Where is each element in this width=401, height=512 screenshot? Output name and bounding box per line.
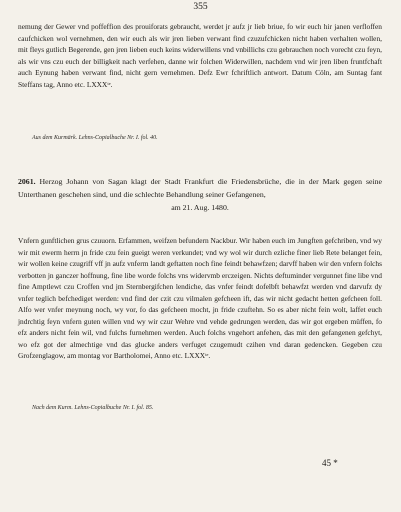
first-text-paragraph: nemung der Gewer vnd poffeffion des prouiforats gebraucht, werdet jr aufz jr lieb briue, fo wir euch hir janen verfloffen caufchicken wol vernehmen, den wir euch als wir jren lieben verwant find czuzufchicken nicht haben verhalten wollen, mit fleys gutlich Begerende, gen jren lieben euch keins widerwillens vnd vnbillichs czu gebrauchen noch vorecht czu feyn, als wir vns czu euch der billigkeit nach verfehen, danne wir folchen Widerwillen, nachdem vnd wir jren liben fruntfchaft auch Eynung haben verwant find, nicht gern vernehmen. Defz Ewr fchriftlich antwort. Datum Cöln, am Suntag fant Steffans tag, Anno etc. LXXXᵗᵉ. bbox=[18, 22, 382, 89]
document-heading bbox=[18, 175, 382, 214]
second-text-paragraph: Vnfern gunftlichen grus czuuorn. Erfammen, weifzen befundern Nackbur. Wir haben euch im Jungften gefchriben, vnd wy wir mit ewerm herrn jn fride czu fein gueigt weren verkundet; vnd wy wol wir durch ezliche finer lieb Rete belanget fein, wir wollen keine czugriff vff jn aufz vnferm landt geftatten noch fine feindt behawfzen; darvff haben wir den vnfern folchs verbotten jn ganczer hoffnung, fine libe worde folchs vns widervmb erczeigen. Nichts deftuminder vergunnet fine libe vnd fine Amptlewt czu Croffen vnd jm Sternbergifchen lendiche, das vnfer feindt dofelbft behawfzt werden vnd darvufz dy vnfer teglich befchediget werden: vnd find der czit czu vilmalen gefcheen ift, das wir nicht gedacht hetten gefcheen foll. Alfo wer vnfer meynung noch, wy vor, fo das gefcheen mocht, jn fride czuftehn. So es aber nicht fein wolt, laffet euch jndrchtig feyn vnfern guten willen vnd wy wir czur Wehre vnd vehde gedrungen werden, das wir got ergeben müffen, fo efz anders nicht fein wil, vnd fulchs furnehmen werden. Auch folchs vngehort anfehen, das mit den gefangenen gefchyt, wo efz got der almechtige vnd das glucke anders verfuget czugemudt czihen vnd daran gedencken. Gegeben czu Grofzenglagow, am montag vor Bartholomei, Anno etc. LXXXᵗᵉ. bbox=[18, 236, 382, 360]
document-title: Herzog Johann von Sagan klagt der Stadt Frankfurt die Friedensbrüche, die in der Mark gegen seine Unterthanen geschehen sind, und die schlechte Behandlung seiner Gefangenen, bbox=[18, 177, 383, 199]
folio-mark: 45 * bbox=[322, 458, 338, 468]
source-citation-1: Aus dem Kurmärk. Lehns-Copialbuche Nr. I. fol. 40. bbox=[32, 135, 158, 141]
page-number: 355 bbox=[193, 2, 208, 12]
document-date: am 21. Aug. 1480. bbox=[171, 203, 229, 212]
source-citation-2: Nach dem Kurm. Lehns-Copialbuche Nr. I. fol. 85. bbox=[32, 405, 154, 411]
document-number: 2061. bbox=[18, 177, 36, 186]
